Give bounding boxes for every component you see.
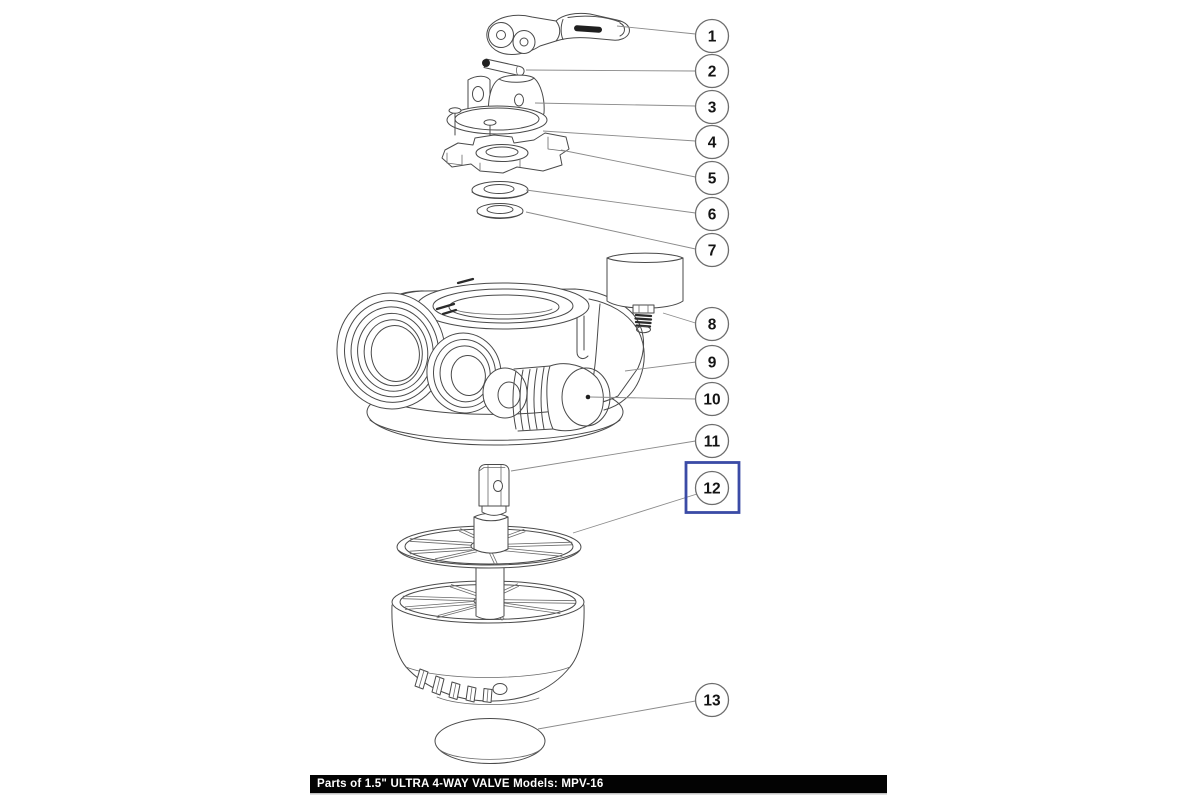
footer-title: Parts of 1.5" ULTRA 4-WAY VALVE Models: MPV-16: [317, 778, 604, 790]
svg-text:11: 11: [703, 433, 721, 451]
part-9-valve-body: [330, 279, 644, 445]
svg-text:7: 7: [707, 242, 717, 260]
part-7-o-ring: [477, 204, 523, 219]
part-13-gasket: [435, 719, 545, 764]
callout-4[interactable]: [696, 126, 729, 159]
svg-text:1: 1: [707, 28, 717, 46]
svg-text:10: 10: [703, 391, 721, 409]
part-5-top-plate: [442, 133, 569, 173]
svg-text:12: 12: [703, 480, 721, 498]
callout-10[interactable]: [696, 383, 729, 416]
callout-3[interactable]: [696, 91, 729, 124]
svg-text:13: 13: [703, 692, 721, 710]
callout-2[interactable]: [696, 55, 729, 88]
callout-9[interactable]: [696, 346, 729, 379]
callout-13[interactable]: [696, 684, 729, 717]
callout-1[interactable]: [696, 20, 729, 53]
part-6-washer: [472, 182, 528, 199]
callout-11[interactable]: [696, 425, 729, 458]
callout-5[interactable]: [696, 162, 729, 195]
svg-text:4: 4: [707, 134, 717, 152]
part-2-pin: [482, 59, 524, 76]
svg-text:6: 6: [707, 206, 717, 224]
svg-text:3: 3: [707, 99, 717, 117]
callout-8[interactable]: [696, 308, 729, 341]
callout-7[interactable]: [696, 234, 729, 267]
svg-text:5: 5: [707, 170, 717, 188]
svg-text:9: 9: [707, 354, 717, 372]
callout-12[interactable]: [696, 472, 729, 505]
part-1-handle: [487, 13, 630, 54]
callout-6[interactable]: [696, 198, 729, 231]
part-11-stem: [474, 465, 509, 554]
exploded-drawing: [330, 13, 683, 763]
svg-text:2: 2: [707, 63, 717, 81]
svg-text:8: 8: [707, 316, 717, 334]
footer-title-bar: [310, 775, 887, 793]
